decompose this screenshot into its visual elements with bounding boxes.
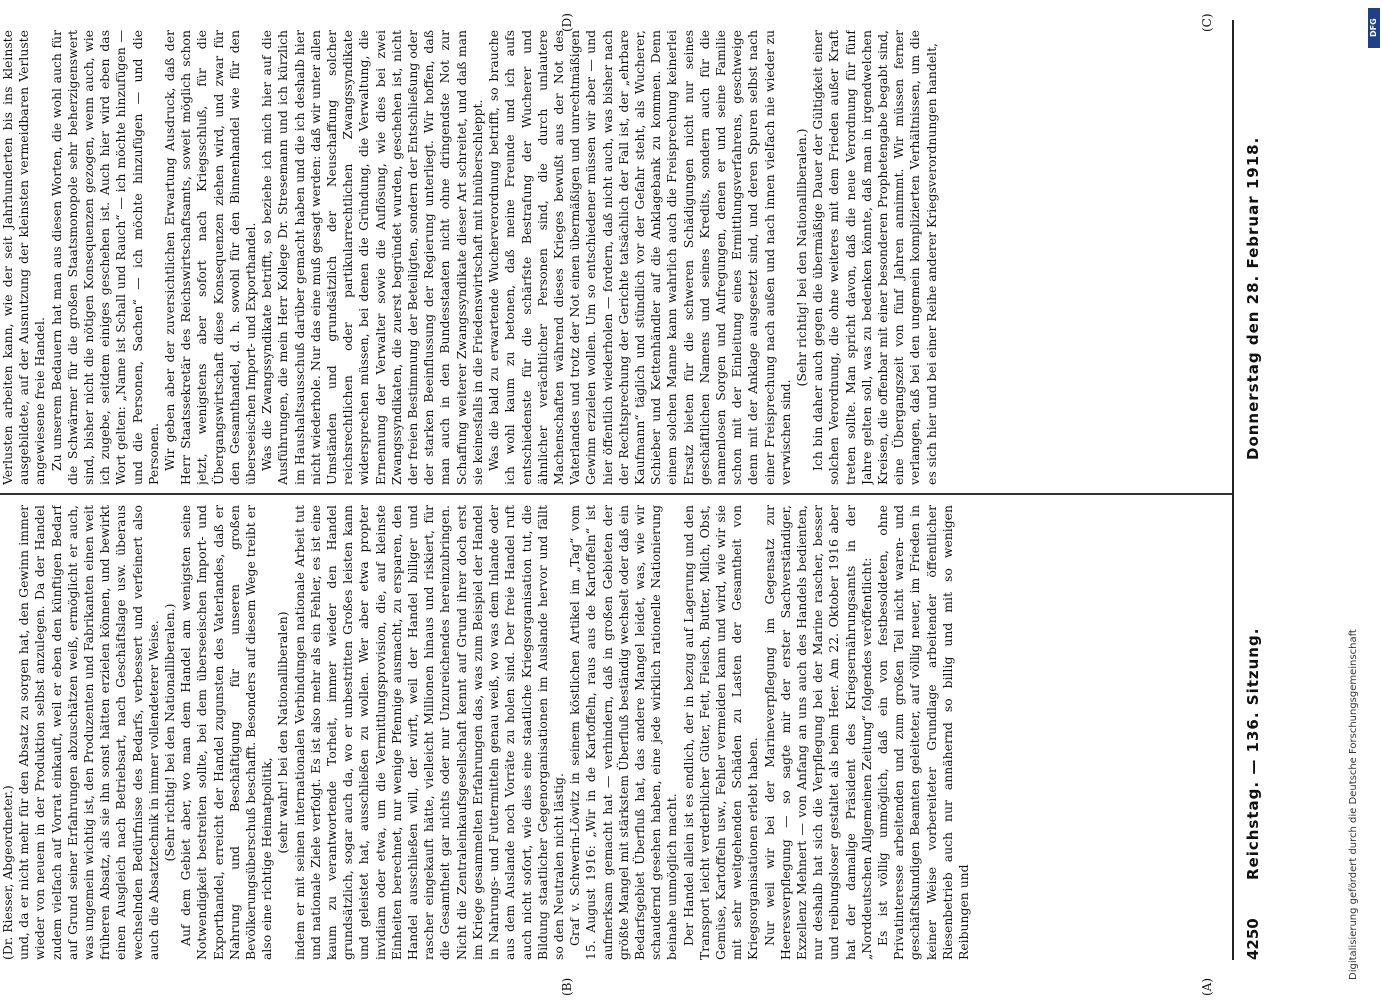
margin-marker-b: (B) [560, 977, 574, 996]
header-left-title: Reichstag. — 136. Sitzung. [1244, 627, 1262, 880]
speaker-label: (Dr. Riesser, Abgeordneter.) [0, 785, 15, 960]
margin-marker-c: (C) [1200, 13, 1214, 32]
quotation: Es ist völlig unmöglich, daß ein von festbesoldeten, ohne Privatinteresse arbeitenden und zum großen Teil nicht waren- und geschäftskundigen Beamten geleiteter, auf völlig neuer, im Frieden in keiner Weise vorbereiteter Grundlage arbeitender öffentlicher Riesenbetrieb auch nur annähernd so billig und mit so wenigen Reibungen und [874, 505, 971, 960]
header-rule [1232, 20, 1234, 960]
paragraph: Was die bald zu erwartende Wucherverordnung betrifft, so brauche ich wohl kaum zu betonen, daß meine Freunde und ich aufs entschiedenste für die schärfste Bestrafung der Wucherer und ähnlicher verächtlicher Personen sind, die durch unlautere Machenschaften während dieses Krieges bewußt aus der Not des Vaterlandes und trotz der Not einen übermäßigen und unrechtmäßigen Gewinn erzielen wollen. Um so entschiedener müssen wir aber — und hier öffentlich wiederholen — fordern, daß nicht auch, was bisher nach der Rechtsprechung der Gerichte tatsächlich der Fall ist, der „ehrbare Kaufmann“ täglich und stündlich vor der Gefahr steht, als Wucherer, Schieber und Kettenhändler auf die Anklagebank zu kommen. Denn einem solchen Manne kann wahrlich auch die Freisprechung keinerlei Ersatz bieten für die schweren Schädigungen nicht nur seines geschäftlichen Namens und seines Kredits, sondern auch für die namenlosen Sorgen und Aufregungen, denen er und seine Familie schon mit der Einleitung eines Ermittlungsverfahrens, geschweige denn mit der Anklage ausgesetzt sind, und deren Spuren selbst nach einer Freisprechung nach außen und nach innen vielfach nie wieder zu verwischen sind. [486, 30, 793, 485]
paragraph: Graf v. Schwerin-Löwitz in seinem köstlichen Artikel im „Tag“ vom 15. August 1916: „Wir in de Kartoffeln, raus aus de Kartoffeln“ ist aufmerksam gemacht hat — verhindern, daß in großen Gebieten der größte Mangel mit stärkstem Überfluß beständig wechselt oder daß ein Bedarfsgebiet Überfluß hat, das andere Mangel leidet, was, wie wir schaudernd gesehen haben, eine jede wirklich rationelle Nationierung beinahe unmöglich macht. [567, 505, 680, 960]
margin-marker-d: (D) [560, 13, 574, 32]
header-right-title: Donnerstag den 28. Februar 1918. [1244, 136, 1262, 460]
interjection: (Sehr richtig! bei den Nationalliberalen.) [793, 128, 809, 387]
paragraph: und, da er nicht mehr für den Absatz zu sorgen hat, den Gewinn immer wieder von neuem in der Produktion selbst anzulegen. Da der Handel zudem vielfach auf Vorrat einkauft, weil er eben den künftigen Bedarf auf Grund seiner Erfahrungen abzuschätzen weiß, ermöglicht er auch, was ungemein wichtig ist, den Produzenten und Fabrikanten einen weit früheren Absatz, als sie ihn sonst hätten erzielen können, und bewirkt einen Ausgleich nach Betriebsart, nach Geschäftslage usw. überaus wechselnden Bedürfnisse des Bedarfs, verbessert und verfeinert also auch die Absatztechnik in immer vollendeterer Weise. [16, 505, 161, 960]
paragraph: Der Handel allein ist es endlich, der in bezug auf Lagerung und den Transport leicht verderblicher Güter, Fett, Fleisch, Butter, Milch, Obst, Gemüse, Kartoffeln usw., Fehler vermeiden kann und wird, wie wir sie mit sehr weitgehenden Schäden zu Lasten der Gesamtheit von Kriegsorganisationen erlebt haben. [680, 505, 761, 960]
margin-marker-a: (A) [1200, 977, 1214, 996]
interjection: (Sehr richtig! bei den Nationalliberalen.) [162, 603, 178, 862]
right-column [0, 30, 1228, 485]
sidebar [1340, 0, 1383, 1000]
paragraph: Auf dem Gebiet aber, wo man dem Handel am wenigsten seine Notwendigkeit bestreiten sollte, bei dem überseeischen Import- und Exporthandel, erreicht der Handel zugunsten des Vaterlandes, daß er Nahrung und Beschäftigung für unseren großen Bevölkerungsüberschuß beschafft. Besonders auf diesem Wege treibt er also eine richtige Heimatpolitik, [178, 505, 275, 960]
paragraph: Verlusten arbeiten kann, wie der seit Jahrhunderten bis ins kleinste ausgebildete, auf der Ausnutzung der kleinsten vermeidbaren Verluste angewiesene freie Handel. [0, 30, 48, 485]
paragraph: Zu unserem Bedauern hat man aus diesen Worten, die wohl auch für die Schwärmer für die großen Staatsmonopole sehr beherzigenswert sind, bisher nicht die nötigen Konsequenzen gezogen, wenn auch, wie ich zugebe, seitdem einiges geschehen ist. Auch hier wird eben das Wort gelten: „Name ist Schall und Rauch“ — ich möchte hinzufügen — und die Personen, Sachen“ — ich möchte hinzufügen — und die Personen. [48, 30, 161, 485]
page-header [1240, 20, 1270, 960]
dfg-logo: DFG [1368, 8, 1380, 48]
left-column [0, 505, 1228, 960]
paragraph: Wir geben aber der zuversichtlichen Erwartung Ausdruck, daß der Herr Staatssekretär des Reichswirtschaftsamts, soweit möglich schon jetzt, wenigstens aber sofort nach Kriegsschluß, für die Übergangswirtschaft diese Konsequenzen ziehen wird, und zwar für den Gesamthandel, d. h. sowohl für den Binnenhandel wie für den überseeischen Import- und Exporthandel. [162, 30, 259, 485]
column-divider [0, 494, 1232, 496]
paragraph: Was die Zwangssyndikate betrifft, so beziehe ich mich hier auf die Ausführungen, die mein Herr Kollege Dr. Stresemann und ich kürzlich im Haushaltsausschuß darüber gemacht haben und die ich deshalb hier nicht wiederhole. Nur das eine muß gesagt werden: daß wir unter allen Umständen und grundsätzlich der Neuschaffung solcher reichsrechtlichen oder partikularrechtlichen Zwangssyndikate widersprechen müssen, bei denen die Gründung, die Verwaltung, die Ernennung der Verwalter sowie die Auflösung, wie dies bei zwei Zwangssyndikaten, die zuerst begründet wurden, geschehen ist, nicht der freien Bestimmung der Beteiligten, sondern der Entschließung oder der starken Beeinflussung der Regierung unterliegt. Wir hoffen, daß man auch in den Bundesstaaten nicht ohne dringendste Not zur Schaffung weiterer Zwangssyndikate dieser Art schreitet, und daß man sie keinesfalls in die Friedenswirtschaft mit hinüberschleppt. [259, 30, 485, 485]
paragraph: indem er mit seinen internationalen Verbindungen nationale Arbeit tut und nationale Ziele verfolgt. Es ist also mehr als ein Fehler, es ist eine kaum zu verantwortende Torheit, immer wieder den Handel grundsätzlich, sogar auch da, wo er unbestritten Großes leisten kann und geleistet hat, ausschließen zu wollen. Wer aber etwa propter invidiam oder etwa, um die Vermittlungsprovision, die, auf kleinste Einheiten berechnet, nur wenige Pfennige ausmacht, zu ersparen, den Handel ausschließen will, der wirft, weil der Handel billiger und rascher eingekauft hätte, vielleicht Millionen hinaus und riskiert, für die Gesamtheit gar nichts oder nur Unzureichendes hereinzubringen. Nicht die Zentraleinkaufsgesellschaft kennt auf Grund ihrer doch erst im Kriege gesammelten Erfahrungen das, was zum Beispiel der Handel in Nahrungs- und Futtermitteln genau weiß, wo was dem Inlande oder aus dem Auslande noch Vorräte zu holen sind. Der freie Handel ruft auch nicht sofort, wie dies eine staatliche Kriegsorganisation tut, die Bildung staatlicher Gegenorganisationen im Auslande hervor und fällt so den Neutralen nicht lästig. [291, 505, 566, 960]
paragraph: Ich bin daher auch gegen die übermäßige Dauer der Gültigkeit einer solchen Verordnung, die ohne weiteres mit dem Frieden außer Kraft treten sollte. Man spricht davon, daß die neue Verordnung für fünf Jahre gelten soll, was zu bedenken könnte, daß man in irgendwelchen Kreisen, die offenbar mit einer besonderen Prophetengabe begabt sind, eine Übergangszeit von fünf Jahren annimmt. Wir müssen ferner verlangen, daß bei den ungemein komplizierten Verhältnissen, um die es sich hier und bei einer Reihe anderer Kriegsverordnungen handelt, [810, 30, 939, 485]
paragraph: Nur weil wir bei der Marineverpflegung im Gegensatz zur Heeresverpflegung — so sagte mir der erster Sachverständiger, Exzellenz Mehnert — von Anfang an uns auch des Handels bedienten, nur deshalb hat sich die Verpflegung bei der Marine rascher, besser und reibungsloser gestaltet als beim Heer. Am 22. Oktober 1916 aber hat der damalige Präsident des Kriegsernährungsamts in der „Norddeutschen Allgemeinen Zeitung“ folgendes veröffentlicht: [761, 505, 874, 960]
page-number: 4250 [1244, 918, 1262, 960]
interjection: (sehr wahr! bei den Nationalliberalen) [275, 611, 291, 854]
sidebar-credit: Digitalisierung gefördert durch die Deutsche Forschungsgemeinschaft [1348, 629, 1359, 980]
